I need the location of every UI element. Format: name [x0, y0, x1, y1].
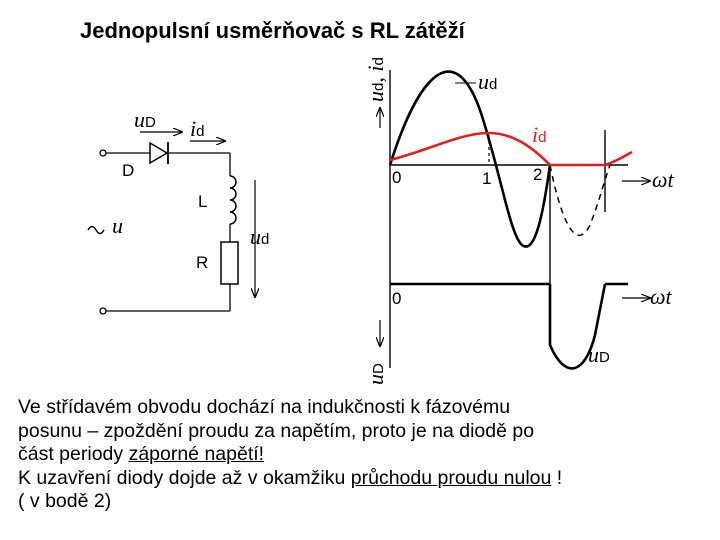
upper-y-label: ud, id	[363, 57, 388, 102]
upper-graph	[363, 57, 675, 368]
id-curve-label: id	[532, 122, 547, 147]
explanation-text	[18, 396, 708, 514]
lower-y-label: uD	[363, 363, 388, 385]
id-current-curve	[390, 133, 632, 165]
point-2-label: 2	[533, 165, 543, 184]
load-voltage-label: ud	[250, 224, 270, 249]
diode-voltage-label: uD	[134, 107, 156, 132]
inductor-symbol	[230, 176, 236, 224]
point-1-label: 1	[482, 169, 492, 188]
text-emphasis-negative-voltage: záporné napětí!	[128, 443, 265, 465]
text-line-3	[18, 443, 708, 467]
upper-origin-label: 0	[392, 168, 402, 187]
text-line-4-start: K uzavření diody dojde až v okamžiku	[18, 466, 351, 489]
circuit	[88, 107, 269, 314]
diode-label: D	[122, 161, 135, 180]
text-line-1: Ve střídavém obvodu dochází na indukčnosti k fázovému	[18, 396, 511, 418]
text-emphasis-zero-crossing: průchodu proudu nulou	[350, 466, 552, 489]
top-terminal	[100, 150, 106, 156]
page-title: Jednopulsní usměrňovač s RL zátěží	[80, 18, 465, 43]
lower-graph	[363, 284, 673, 385]
text-line-4-end: !	[551, 466, 563, 489]
uD-curve-label: uD	[588, 342, 610, 367]
ud-dashed-curve	[550, 165, 610, 235]
lower-x-label: ωt	[650, 284, 672, 309]
ud-curve-label: ud	[478, 69, 498, 94]
text-line-2: posunu – zpoždění proudu za napětím, proto je na diodě po	[18, 419, 535, 442]
text-line-4	[18, 467, 708, 491]
resistor-symbol	[221, 242, 238, 284]
text-line-5: ( v bodě 2)	[18, 490, 112, 512]
lower-origin-label: 0	[392, 289, 402, 308]
diode-symbol	[150, 142, 168, 164]
ac-source-icon	[88, 227, 104, 234]
inductor-label: L	[198, 192, 208, 211]
resistor-label: R	[196, 253, 209, 272]
text-line-3-start: část periody	[18, 443, 129, 465]
current-label: id	[190, 116, 205, 141]
upper-x-label: ωt	[652, 167, 674, 192]
source-label: u	[112, 213, 123, 238]
bottom-terminal	[100, 308, 106, 314]
ud-voltage-curve	[390, 72, 550, 247]
